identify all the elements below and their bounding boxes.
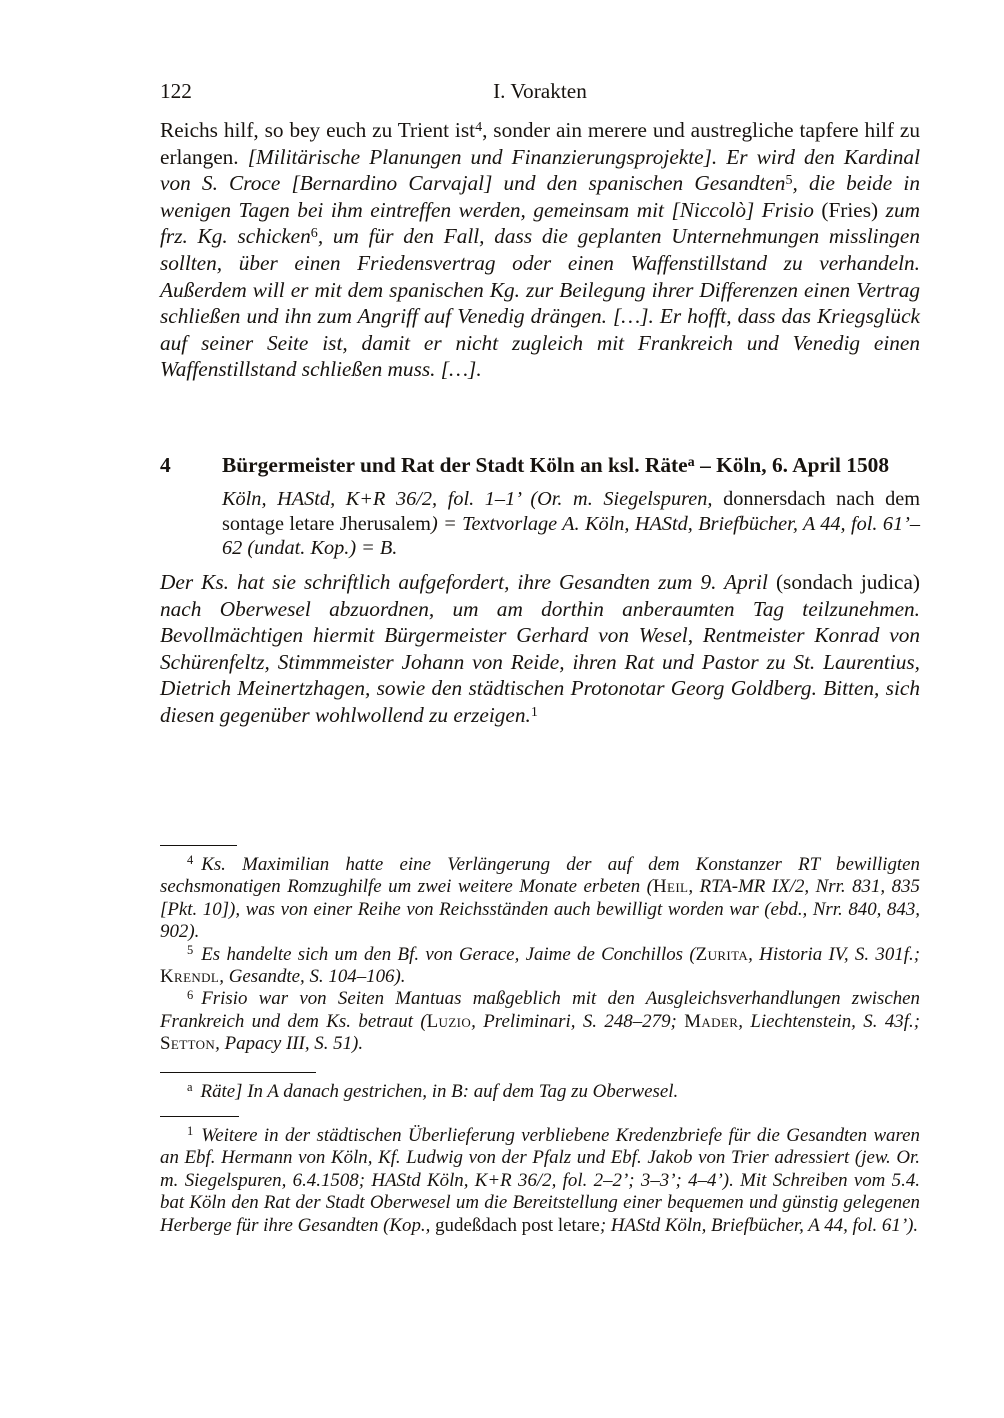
footnote-6 bbox=[160, 988, 920, 1055]
footnote-5 bbox=[160, 944, 920, 989]
footnotes-section bbox=[160, 845, 920, 1237]
entry-number: 4 bbox=[160, 453, 171, 477]
running-head-title: I. Vorakten bbox=[493, 79, 587, 103]
footnote-4 bbox=[160, 854, 920, 944]
page-number: 122 bbox=[160, 79, 192, 103]
entry-summary: Der Ks. hat sie schriftlich aufgefordert, ihre Gesandten zum 9. April (sondach judica) nach Oberwesel abzuordnen, um am dorthin anberaumten Tag teilzunehmen. Bevollmächtigen hiermit Bürgermeister Gerhard von Wesel, Rentmeister Konrad von Schürenfeltz, Stimmmeister Johann von Reide, ihren Rat und Pastor zu St. Laurentius, Dietrich Meinertzhagen, sowie den städtischen Protonotar Georg Goldberg. Bitten, sich diesen gegenüber wohlwollend zu erzeigen.$^1$ bbox=[160, 570, 920, 727]
variant-note-a bbox=[160, 1081, 920, 1103]
footnote-marker: 4 bbox=[187, 853, 194, 868]
commentary-separator-rule bbox=[160, 1116, 239, 1117]
footnote-marker: 1 bbox=[187, 1124, 194, 1139]
footnote-text: Räte] In A danach gestrichen, in B: auf dem Tag zu Oberwesel. bbox=[200, 1080, 679, 1102]
footnote-text: Weitere in der städtischen Überlieferung verbliebene Kredenzbriefe für die Gesandten waren an Ebf. Hermann von Köln, Kf. Ludwig von der Pfalz und Ebf. Jakob von Trier adressiert (jew. Or. m. Siegelspuren, 6.4.1508; HAStd Köln, K+R 36/2, fol. 2–2’; 3–3’; 4–4’). Mit Schreiben vom 5.4. bat Köln den Rat der Stadt Oberwesel um die Bereitstellung einer bequemen und günstig gelegenen Herberge für ihre Gesandten (Kop., gudeßdach post letare; HAStd Köln, Briefbücher, A 44, fol. 61’). bbox=[160, 1125, 920, 1236]
footnote-marker: a bbox=[187, 1080, 193, 1095]
running-header bbox=[160, 79, 920, 104]
source-note: Köln, HAStd, K+R 36/2, fol. 1–1’ (Or. m. Siegelspuren, donnersdach nach dem sontage letare Jherusalem) = Textvorlage A. Köln, HAStd, Briefbücher, A 44, fol. 61’–62 (undat. Kop.) = B. bbox=[222, 488, 921, 560]
footnote-text: Es handelte sich um den Bf. von Gerace, Jaime de Conchillos (Zurita, Historia IV, S. 301f.; Krendl, Gesandte, S. 104–106). bbox=[160, 943, 920, 988]
footnote-separator-rule bbox=[160, 845, 237, 846]
entry-heading bbox=[160, 453, 920, 478]
footnote-marker: 5 bbox=[187, 943, 194, 958]
footnote-marker: 6 bbox=[187, 987, 194, 1002]
footnote-1 bbox=[160, 1125, 920, 1237]
footnote-text: Ks. Maximilian hatte eine Verlängerung der auf dem Konstanzer RT bewilligten sechsmonatigen Romzughilfe um zwei weitere Monate erbeten (Heil, RTA-MR IX/2, Nrr. 831, 835 [Pkt. 10]), was von einer Reihe von Reichsständen auch bewilligt worden war (ebd., Nrr. 840, 843, 902). bbox=[160, 854, 921, 943]
variant-note-separator-rule bbox=[160, 1072, 316, 1073]
intro-paragraph: Reichs hilf, so bey euch zu Trient ist$^4$, sonder ain merere und austregliche tapfere hilf zu erlangen. [Militärische Planungen und Finanzierungsprojekte]. Er wird den Kardinal von S. Croce [Bernardino Carvajal] und den spanischen Gesandten$^5$, die beide in wenigen Tagen bei ihm eintreffen werden, gemeinsam mit [Niccolò] Frisio (Fries) zum frz. Kg. schicken$^6$, um für den Fall, dass die geplanten Unternehmungen misslingen sollten, über einen Friedensvertrag oder einen Waffenstillstand zu verhandeln. Außerdem will er mit dem spanischen Kg. zur Beilegung ihrer Differenzen einen Vertrag schließen und ihn zum Angriff auf Venedig drängen. […]. Er hofft, dass das Kriegsglück auf seiner Seite ist, damit er nicht zugleich mit Frankreich und Venedig einen Waffenstillstand schließen muss. […]. bbox=[160, 118, 920, 382]
entry-title: Bürgermeister und Rat der Stadt Köln an ksl. Räte$^a$ – Köln, 6. April 1508 bbox=[222, 453, 890, 477]
footnote-text: Frisio war von Seiten Mantuas maßgeblich mit den Ausgleichsverhandlungen zwischen Frankreich und dem Ks. betraut (Luzio, Preliminari, S. 248–279; Mader, Liechtenstein, S. 43f.; Setton, Papacy III, S. 51). bbox=[160, 988, 920, 1055]
